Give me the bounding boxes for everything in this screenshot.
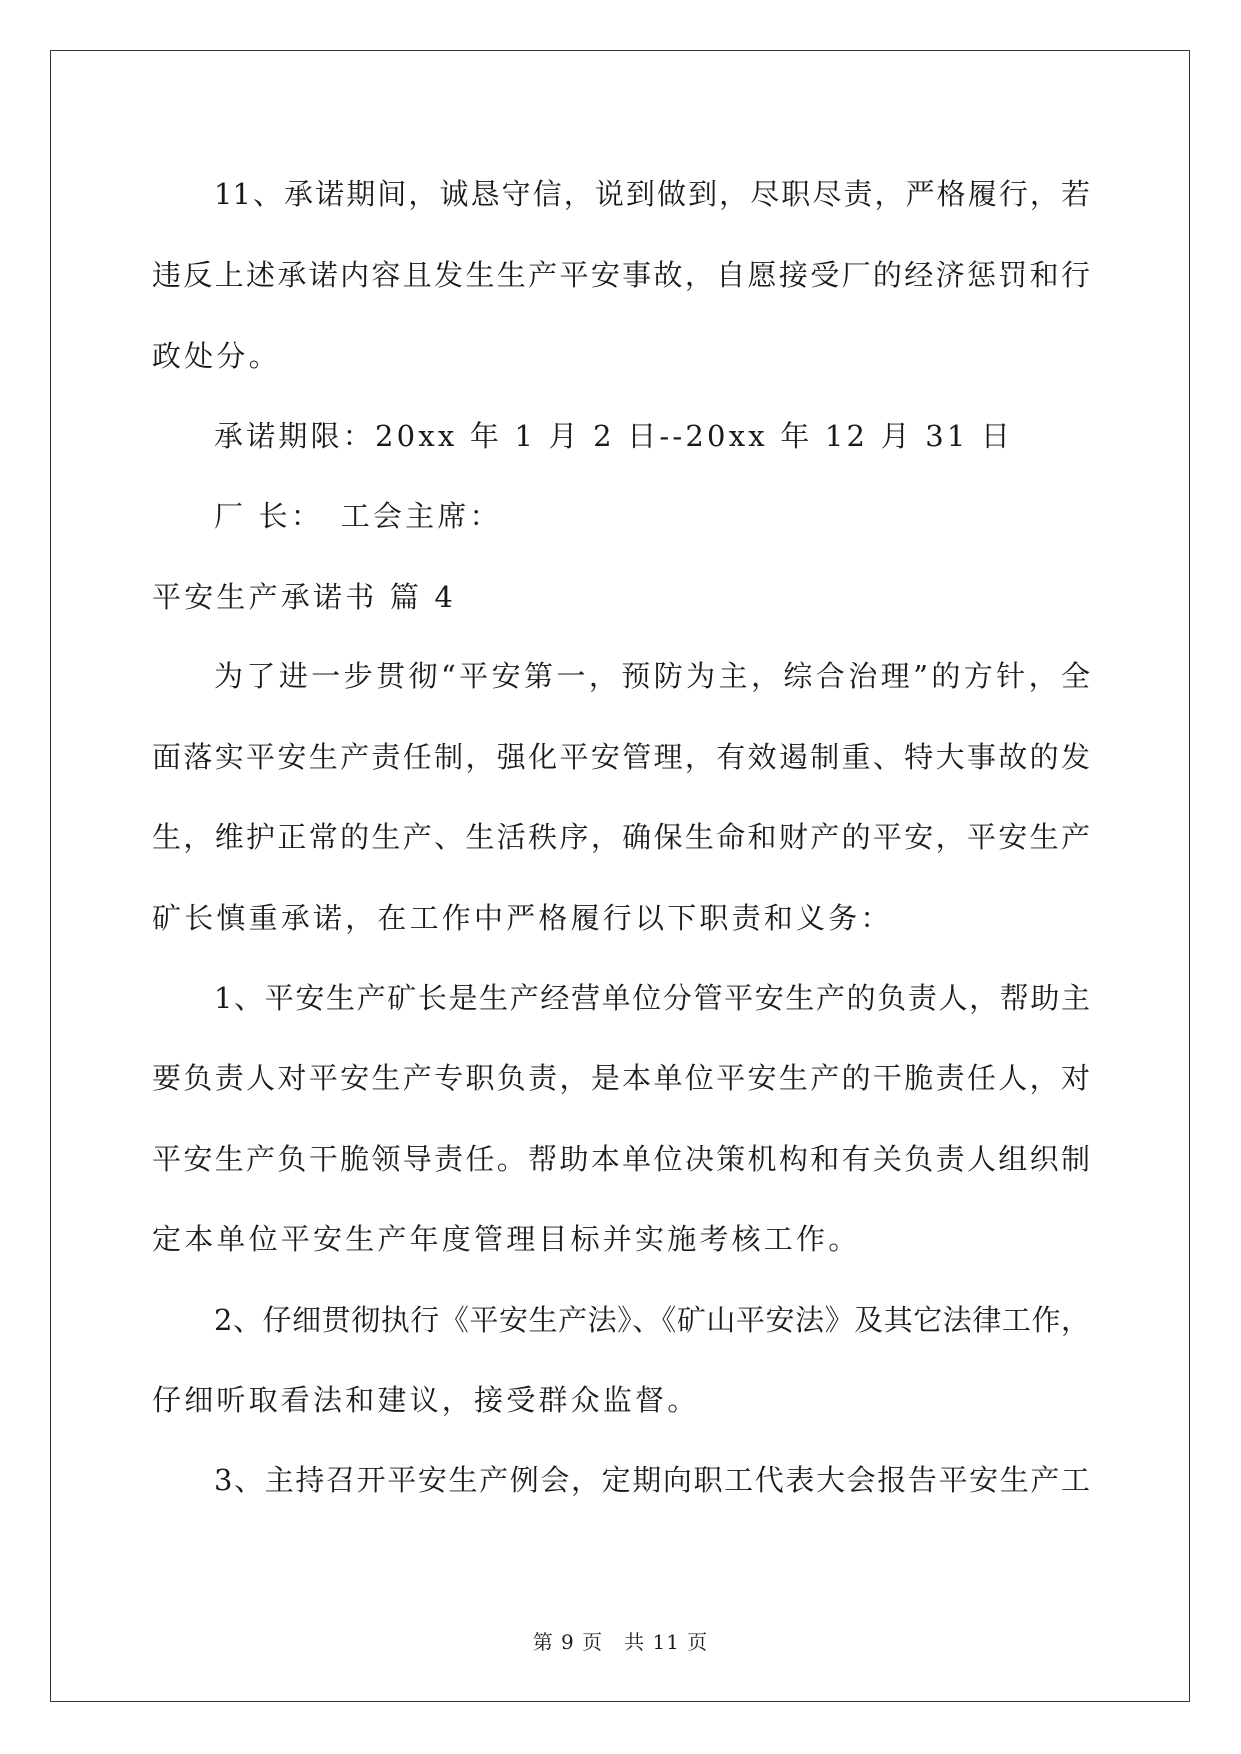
paragraph-line: 平安生产负干脆领导责任。帮助本单位决策机构和有关负责人组织制 <box>152 1142 1090 1176</box>
page-footer: 第 9 页 共 11 页 <box>532 1630 709 1654</box>
paragraph-line: 2、仔细贯彻执行《平安生产法》、《矿山平安法》及其它法律工作， <box>214 1303 1090 1337</box>
signature-line: 厂 长： 工会主席： <box>214 499 502 533</box>
page-border <box>50 50 1190 1702</box>
paragraph-line: 仔细听取看法和建议，接受群众监督。 <box>152 1383 700 1417</box>
paragraph-line: 违反上述承诺内容且发生生产平安事故，自愿接受厂的经济惩罚和行 <box>152 258 1090 292</box>
paragraph-line: 11、承诺期间，诚恳守信，说到做到，尽职尽责，严格履行，若 <box>214 177 1090 211</box>
paragraph-line: 要负责人对平安生产专职负责，是本单位平安生产的干脆责任人，对 <box>152 1061 1090 1095</box>
paragraph-line: 1、平安生产矿长是生产经营单位分管平安生产的负责人，帮助主 <box>214 981 1090 1015</box>
paragraph-line: 生，维护正常的生产、生活秩序，确保生命和财产的平安，平安生产 <box>152 820 1090 854</box>
paragraph-line: 3、主持召开平安生产例会，定期向职工代表大会报告平安生产工 <box>214 1463 1090 1497</box>
section-heading: 平安生产承诺书 篇 4 <box>152 580 457 614</box>
paragraph-line: 为了进一步贯彻“平安第一，预防为主，综合治理”的方针，全 <box>214 659 1090 693</box>
commitment-period: 承诺期限：20xx 年 1 月 2 日--20xx 年 12 月 31 日 <box>214 419 1014 453</box>
paragraph-line: 面落实平安生产责任制，强化平安管理，有效遏制重、特大事故的发 <box>152 740 1090 774</box>
paragraph-line: 政处分。 <box>152 339 281 373</box>
paragraph-line: 定本单位平安生产年度管理目标并实施考核工作。 <box>152 1222 861 1256</box>
paragraph-line: 矿长慎重承诺，在工作中严格履行以下职责和义务： <box>152 901 893 935</box>
